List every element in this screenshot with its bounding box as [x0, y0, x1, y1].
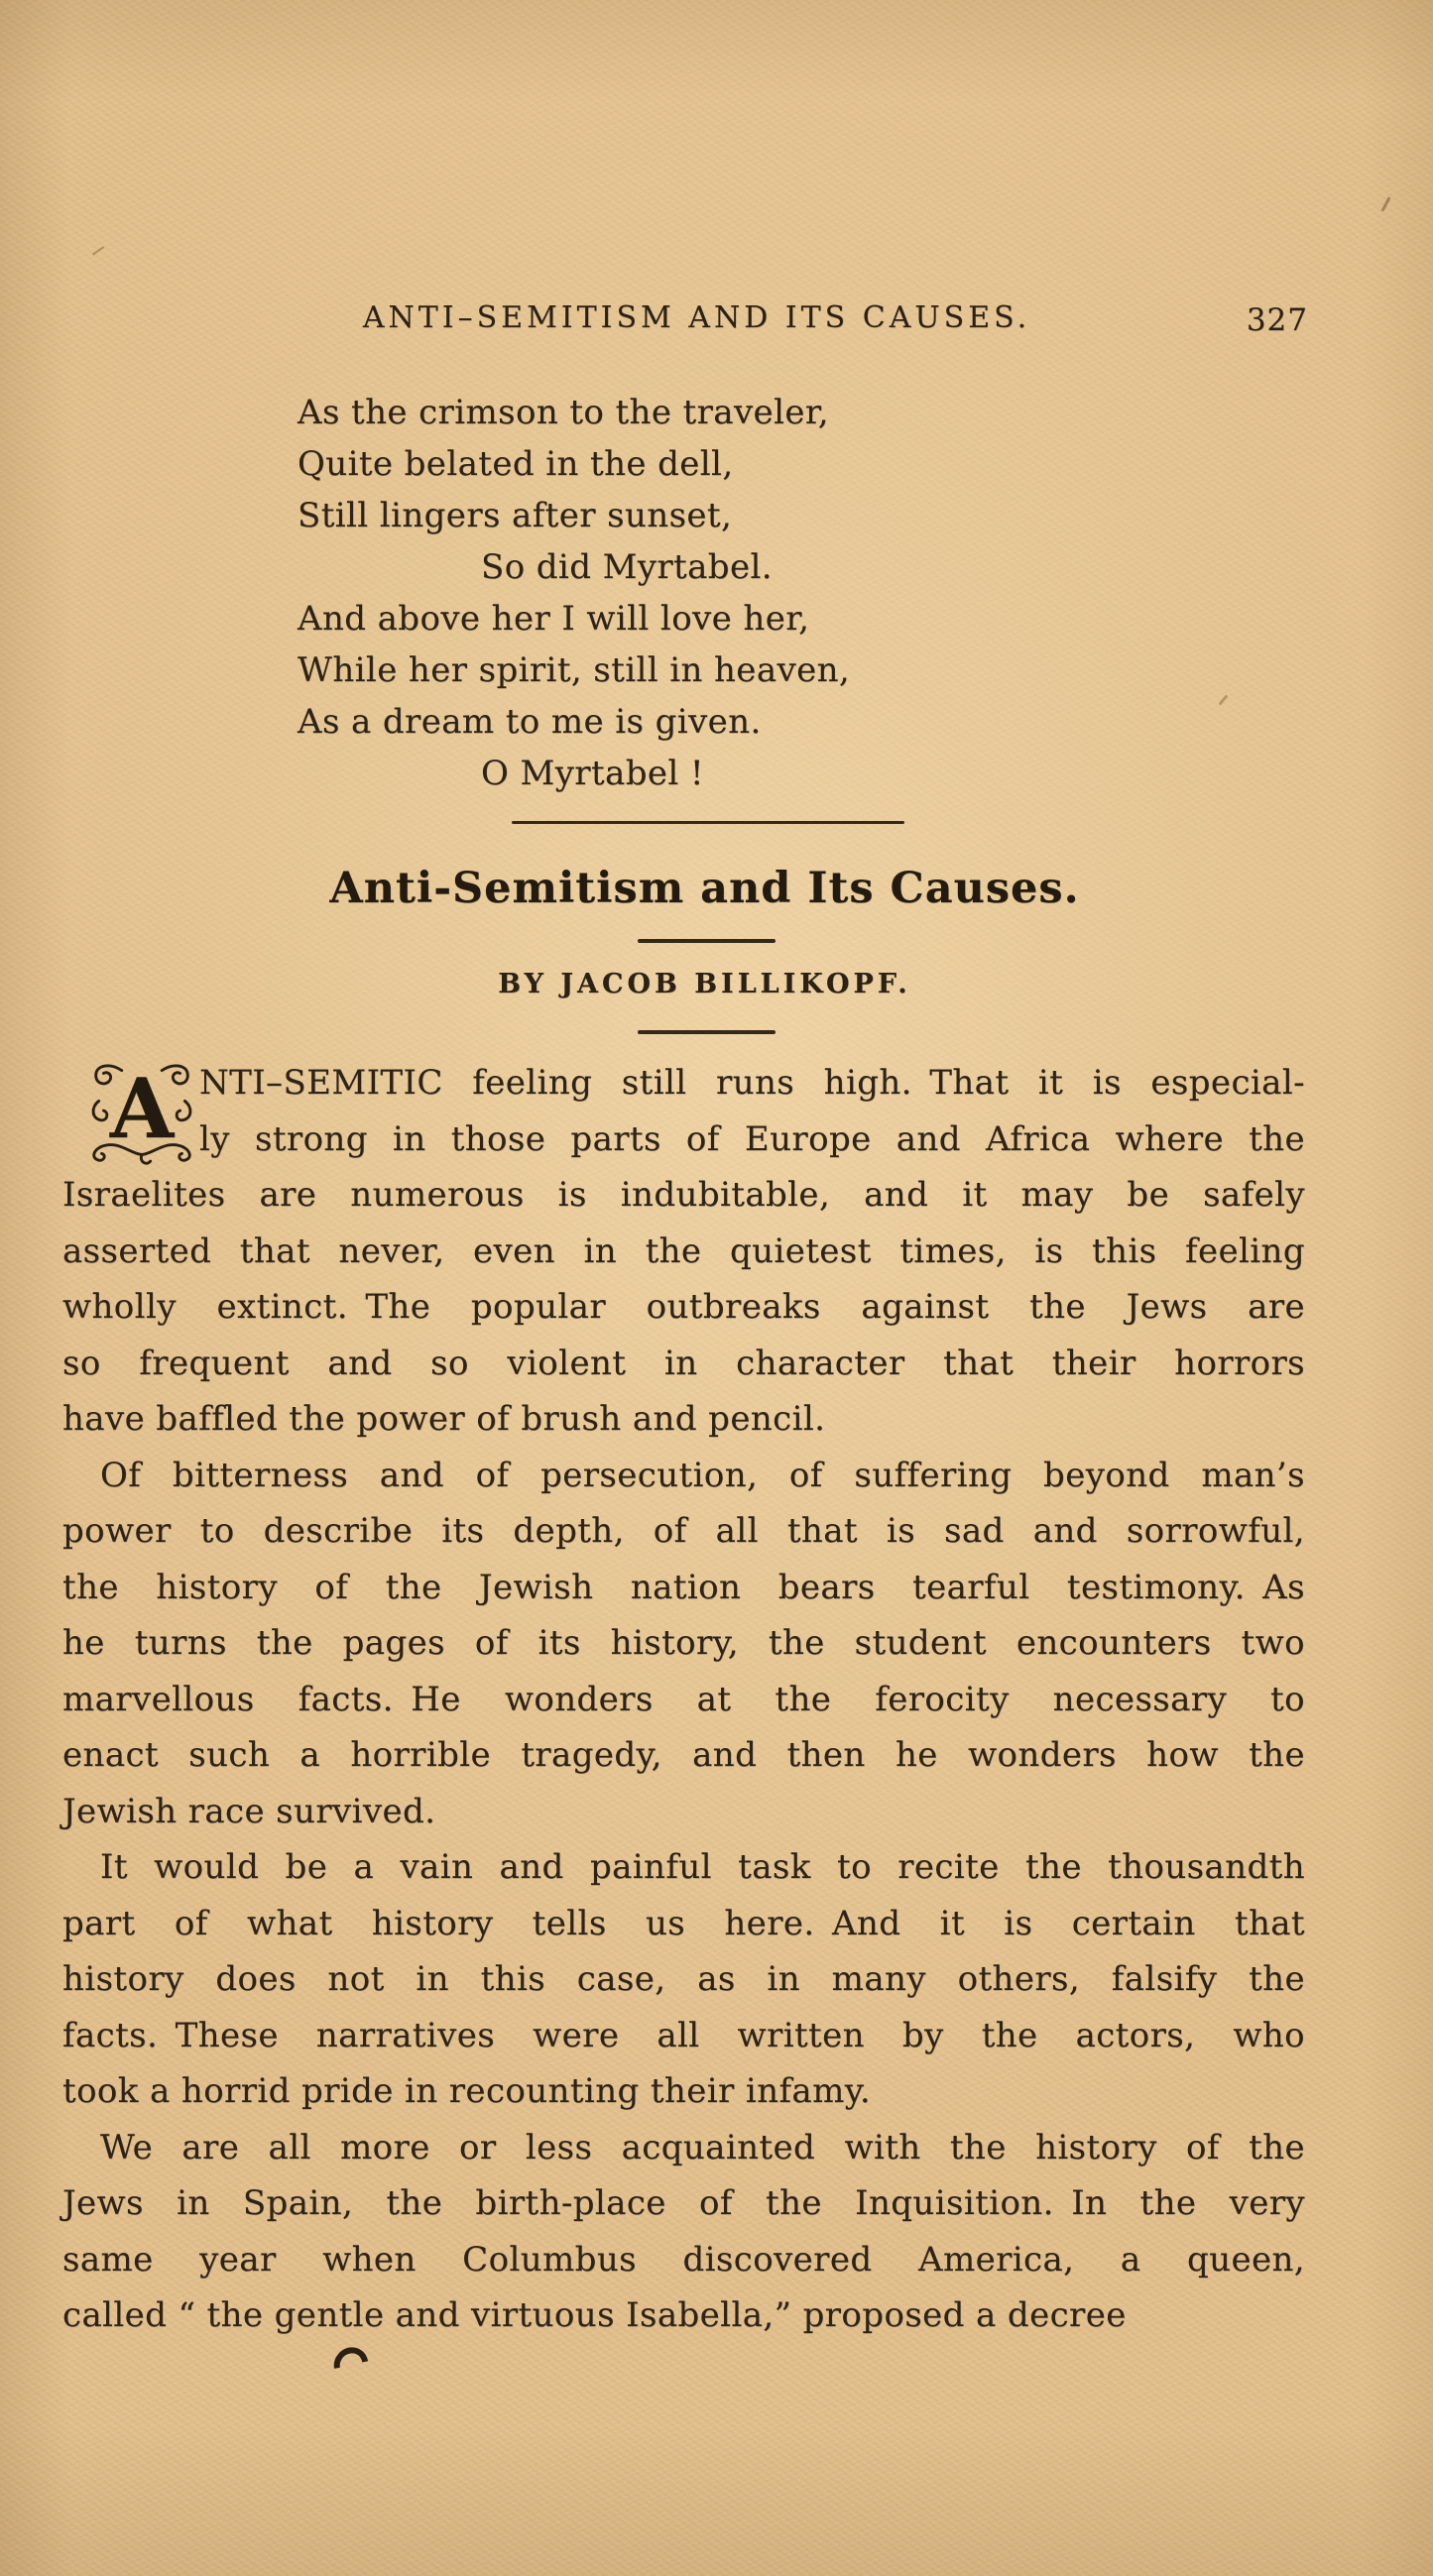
- body-text-line: NTI–SEMITIC feeling still runs high. That it is especial-: [199, 1063, 1305, 1103]
- paper-fiber-mark: [92, 246, 105, 256]
- poem-line: As a dream to me is given.: [298, 702, 762, 742]
- body-text-line: called “ the gentle and virtuous Isabella,” proposed a decree: [62, 2295, 1127, 2335]
- byline: BY JACOB BILLIKOPF.: [498, 969, 911, 999]
- poem-line: As the crimson to the traveler,: [298, 393, 829, 432]
- poem-line: While her spirit, still in heaven,: [298, 650, 851, 690]
- running-head: ANTI–SEMITISM AND ITS CAUSES.: [362, 300, 1031, 335]
- page-number: 327: [1246, 302, 1308, 338]
- poem-line: Still lingers after sunset,: [298, 496, 733, 535]
- article-body: [62, 1055, 1305, 2344]
- paper-fiber-mark: [1218, 694, 1228, 705]
- paragraph: [62, 2120, 1305, 2344]
- body-text-line: wholly extinct. The popular outbreaks against the Jews are: [62, 1287, 1305, 1327]
- poem: [298, 387, 1190, 799]
- body-text-line: so frequent and so violent in character that their horrors: [62, 1343, 1305, 1383]
- body-text-line: the history of the Jewish nation bears tearful testimony. As: [62, 1567, 1305, 1607]
- paragraph: [62, 1448, 1305, 1840]
- body-text-line: asserted that never, even in the quietest times, is this feeling: [62, 1230, 1305, 1271]
- body-text-line: he turns the pages of its history, the student encounters two: [62, 1623, 1305, 1663]
- body-text-line: Jews in Spain, the birth-place of the Inquisition. In the very: [62, 2183, 1305, 2223]
- poem-line: And above her I will love her,: [298, 599, 810, 639]
- article-title: Anti-Semitism and Its Causes.: [329, 864, 1080, 913]
- body-text-line: power to describe its depth, of all that is sad and sorrowful,: [62, 1511, 1305, 1551]
- poem-line: So did Myrtabel.: [481, 547, 773, 587]
- body-text-line: history does not in this case, as in many others, falsify the: [62, 1959, 1305, 1999]
- body-text-line: took a horrid pride in recounting their infamy.: [62, 2071, 872, 2111]
- body-text-line: facts. These narratives were all written by the actors, who: [62, 2015, 1305, 2055]
- body-text-line: marvellous facts. He wonders at the ferocity necessary to: [62, 1679, 1305, 1719]
- body-text-line: same year when Columbus discovered America, a queen,: [62, 2239, 1305, 2280]
- poem-line: O Myrtabel !: [481, 754, 704, 793]
- body-text-line: part of what history tells us here. And it is certain that: [62, 1903, 1305, 1943]
- body-text-line: enact such a horrible tragedy, and then he wonders how the: [62, 1735, 1305, 1775]
- body-text-line: have baffled the power of brush and pencil.: [62, 1399, 826, 1439]
- body-text-line: It would be a vain and painful task to recite the thousandth: [100, 1847, 1305, 1887]
- divider-rule-under-title: [638, 939, 776, 943]
- ink-blot-mark: [327, 2341, 375, 2390]
- body-text-line: Israelites are numerous is indubitable, and it may be safely: [62, 1175, 1305, 1215]
- body-text-line: Of bitterness and of persecution, of suffering beyond man’s: [100, 1455, 1305, 1495]
- divider-rule-top: [512, 821, 904, 824]
- paragraph: [62, 1839, 1305, 2120]
- paragraph: [62, 1055, 1305, 1448]
- paper-fiber-mark: [1380, 196, 1390, 212]
- poem-line: Quite belated in the dell,: [298, 444, 734, 484]
- body-text-line: Jewish race survived.: [62, 1791, 436, 1831]
- body-text-line: ly strong in those parts of Europe and Africa where the: [199, 1118, 1305, 1159]
- body-text-line: We are all more or less acquainted with the history of the: [100, 2127, 1305, 2167]
- drop-cap-letter: A: [109, 1060, 175, 1158]
- divider-rule-under-byline: [638, 1030, 776, 1034]
